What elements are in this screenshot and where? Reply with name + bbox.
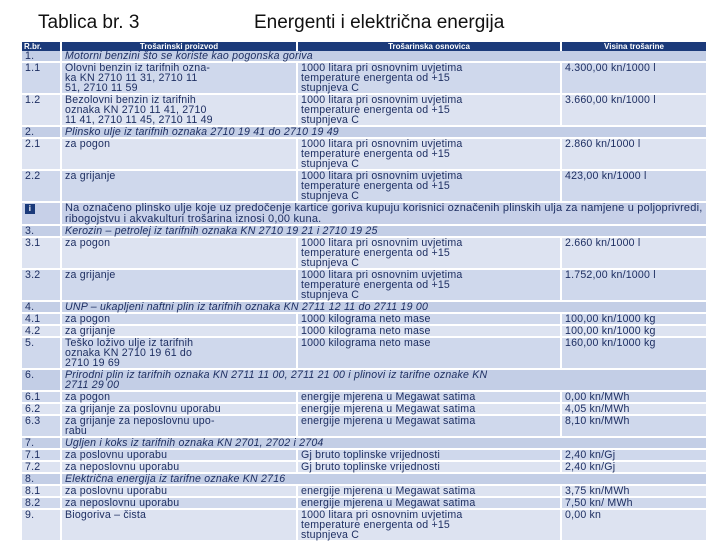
row-number: 7.1 bbox=[22, 450, 62, 462]
slide-label: Tablica br. 3 bbox=[38, 12, 140, 33]
basis-cell: 1000 litara pri osnovnim uvjetima temperature energenta od +15 stupnjeva C bbox=[298, 95, 562, 127]
basis-cell: 1000 litara pri osnovnim uvjetima temperature energenta od +15 stupnjeva C bbox=[298, 171, 562, 203]
product-cell: za pogon bbox=[62, 139, 298, 171]
amount-cell: 2.660 kn/1000 l bbox=[562, 238, 708, 270]
product-cell: Teško loživo ulje iz tarifnih oznaka KN 2710 19 61 do 2710 19 69 bbox=[62, 338, 298, 370]
basis-cell: energije mjerena u Megawat satima bbox=[298, 416, 562, 438]
row-number: 2. bbox=[22, 127, 62, 139]
amount-cell: 160,00 kn/1000 kg bbox=[562, 338, 708, 370]
amount-cell: 423,00 kn/1000 l bbox=[562, 171, 708, 203]
note-text: Na označeno plinsko ulje koje uz predočenje kartice goriva kupuju korisnici označenih plinskih ulja za namjene u poljoprivredi, ribogojstvu i akvakulturi trošarina iznosi 0,00 kuna. bbox=[62, 203, 708, 226]
amount-cell: 3.660,00 kn/1000 l bbox=[562, 95, 708, 127]
product-cell: za poslovnu uporabu bbox=[62, 486, 298, 498]
amount-cell: 4,05 kn/MWh bbox=[562, 404, 708, 416]
table-row bbox=[22, 139, 708, 171]
basis-cell: 1000 litara pri osnovnim uvjetima temperature energenta od +15 stupnjeva C bbox=[298, 63, 562, 95]
amount-cell: 3,75 kn/MWh bbox=[562, 486, 708, 498]
section-title: Električna energija iz tarifne oznake KN 2716 bbox=[62, 474, 708, 486]
row-number: 2.2 bbox=[22, 171, 62, 203]
info-icon: i bbox=[25, 204, 35, 214]
table-row bbox=[22, 416, 708, 438]
basis-cell: 1000 litara pri osnovnim uvjetima temperature energenta od +15 stupnjeva C bbox=[298, 139, 562, 171]
row-number: 6.2 bbox=[22, 404, 62, 416]
basis-cell: 1000 kilograma neto mase bbox=[298, 314, 562, 326]
section-title: Prirodni plin iz tarifnih oznaka KN 2711 11 00, 2711 21 00 i plinovi iz tarifne oznake KN 2711 29 00 bbox=[62, 370, 708, 392]
section-title: Motorni benzini što se koriste kao pogonska goriva bbox=[62, 51, 708, 63]
slide-title: Energenti i električna energija bbox=[254, 12, 505, 33]
product-cell: za pogon bbox=[62, 392, 298, 404]
amount-cell: 2.860 kn/1000 l bbox=[562, 139, 708, 171]
table-row bbox=[22, 270, 708, 302]
basis-cell: 1000 litara pri osnovnim uvjetima temperature energenta od +15 stupnjeva C bbox=[298, 270, 562, 302]
amount-cell: 7,50 kn/ MWh bbox=[562, 498, 708, 510]
row-number: 6.1 bbox=[22, 392, 62, 404]
note-icon-cell bbox=[22, 203, 62, 226]
product-cell: za pogon bbox=[62, 238, 298, 270]
row-number: 3.1 bbox=[22, 238, 62, 270]
excise-table bbox=[22, 42, 708, 542]
row-number: 8. bbox=[22, 474, 62, 486]
table-note-row bbox=[22, 203, 708, 226]
table-row bbox=[22, 510, 708, 542]
table-section-row bbox=[22, 370, 708, 392]
table-row bbox=[22, 171, 708, 203]
amount-cell: 2,40 kn/Gj bbox=[562, 462, 708, 474]
table-row bbox=[22, 238, 708, 270]
amount-cell: 4.300,00 kn/1000 l bbox=[562, 63, 708, 95]
row-number: 7.2 bbox=[22, 462, 62, 474]
product-cell: Bezolovni benzin iz tarifnih oznaka KN 2710 11 41, 2710 11 41, 2710 11 45, 2710 11 49 bbox=[62, 95, 298, 127]
excise-table-container bbox=[22, 42, 708, 542]
product-cell: za grijanje bbox=[62, 171, 298, 203]
row-number: 4. bbox=[22, 302, 62, 314]
basis-cell: energije mjerena u Megawat satima bbox=[298, 498, 562, 510]
amount-cell: 100,00 kn/1000 kg bbox=[562, 326, 708, 338]
table-row bbox=[22, 338, 708, 370]
basis-cell: Gj bruto toplinske vrijednosti bbox=[298, 462, 562, 474]
amount-cell: 100,00 kn/1000 kg bbox=[562, 314, 708, 326]
row-number: 1. bbox=[22, 51, 62, 63]
basis-cell: 1000 litara pri osnovnim uvjetima temperature energenta od +15 stupnjeva C bbox=[298, 238, 562, 270]
basis-cell: Gj bruto toplinske vrijednosti bbox=[298, 450, 562, 462]
section-title: UNP – ukapljeni naftni plin iz tarifnih oznaka KN 2711 12 11 do 2711 19 00 bbox=[62, 302, 708, 314]
product-cell: za grijanje bbox=[62, 270, 298, 302]
product-cell: za grijanje bbox=[62, 326, 298, 338]
product-cell: za grijanje za poslovnu uporabu bbox=[62, 404, 298, 416]
header-rbr: R.br. bbox=[22, 42, 62, 51]
section-title: Ugljen i koks iz tarifnih oznaka KN 2701, 2702 i 2704 bbox=[62, 438, 708, 450]
product-cell: Biogoriva – čista bbox=[62, 510, 298, 542]
table-row bbox=[22, 95, 708, 127]
header-basis: Trošarinska osnovica bbox=[298, 42, 562, 51]
basis-cell: energije mjerena u Megawat satima bbox=[298, 392, 562, 404]
basis-cell: 1000 kilograma neto mase bbox=[298, 326, 562, 338]
row-number: 6.3 bbox=[22, 416, 62, 438]
basis-cell: energije mjerena u Megawat satima bbox=[298, 404, 562, 416]
basis-cell: energije mjerena u Megawat satima bbox=[298, 486, 562, 498]
basis-cell: 1000 litara pri osnovnim uvjetima temperature energenta od +15 stupnjeva C bbox=[298, 510, 562, 542]
row-number: 1.2 bbox=[22, 95, 62, 127]
header-product: Trošarinski proizvod bbox=[62, 42, 298, 51]
row-number: 2.1 bbox=[22, 139, 62, 171]
product-cell: Olovni benzin iz tarifnih ozna- ka KN 2710 11 31, 2710 11 51, 2710 11 59 bbox=[62, 63, 298, 95]
amount-cell: 0,00 kn bbox=[562, 510, 708, 542]
amount-cell: 2,40 kn/Gj bbox=[562, 450, 708, 462]
row-number: 4.2 bbox=[22, 326, 62, 338]
table-row bbox=[22, 63, 708, 95]
row-number: 3. bbox=[22, 226, 62, 238]
row-number: 8.2 bbox=[22, 498, 62, 510]
product-cell: za poslovnu uporabu bbox=[62, 450, 298, 462]
product-cell: za pogon bbox=[62, 314, 298, 326]
row-number: 8.1 bbox=[22, 486, 62, 498]
row-number: 4.1 bbox=[22, 314, 62, 326]
product-cell: za grijanje za neposlovnu upo- rabu bbox=[62, 416, 298, 438]
row-number: 5. bbox=[22, 338, 62, 370]
basis-cell: 1000 kilograma neto mase bbox=[298, 338, 562, 370]
section-title: Kerozin – petrolej iz tarifnih oznaka KN 2710 19 21 i 2710 19 25 bbox=[62, 226, 708, 238]
row-number: 6. bbox=[22, 370, 62, 392]
amount-cell: 8,10 kn/MWh bbox=[562, 416, 708, 438]
amount-cell: 0,00 kn/MWh bbox=[562, 392, 708, 404]
table-body bbox=[22, 51, 708, 542]
section-title: Plinsko ulje iz tarifnih oznaka 2710 19 41 do 2710 19 49 bbox=[62, 127, 708, 139]
amount-cell: 1.752,00 kn/1000 l bbox=[562, 270, 708, 302]
row-number: 3.2 bbox=[22, 270, 62, 302]
row-number: 1.1 bbox=[22, 63, 62, 95]
product-cell: za neposlovnu uporabu bbox=[62, 498, 298, 510]
row-number: 7. bbox=[22, 438, 62, 450]
product-cell: za neposlovnu uporabu bbox=[62, 462, 298, 474]
row-number: 9. bbox=[22, 510, 62, 542]
header-amount: Visina trošarine bbox=[562, 42, 708, 51]
